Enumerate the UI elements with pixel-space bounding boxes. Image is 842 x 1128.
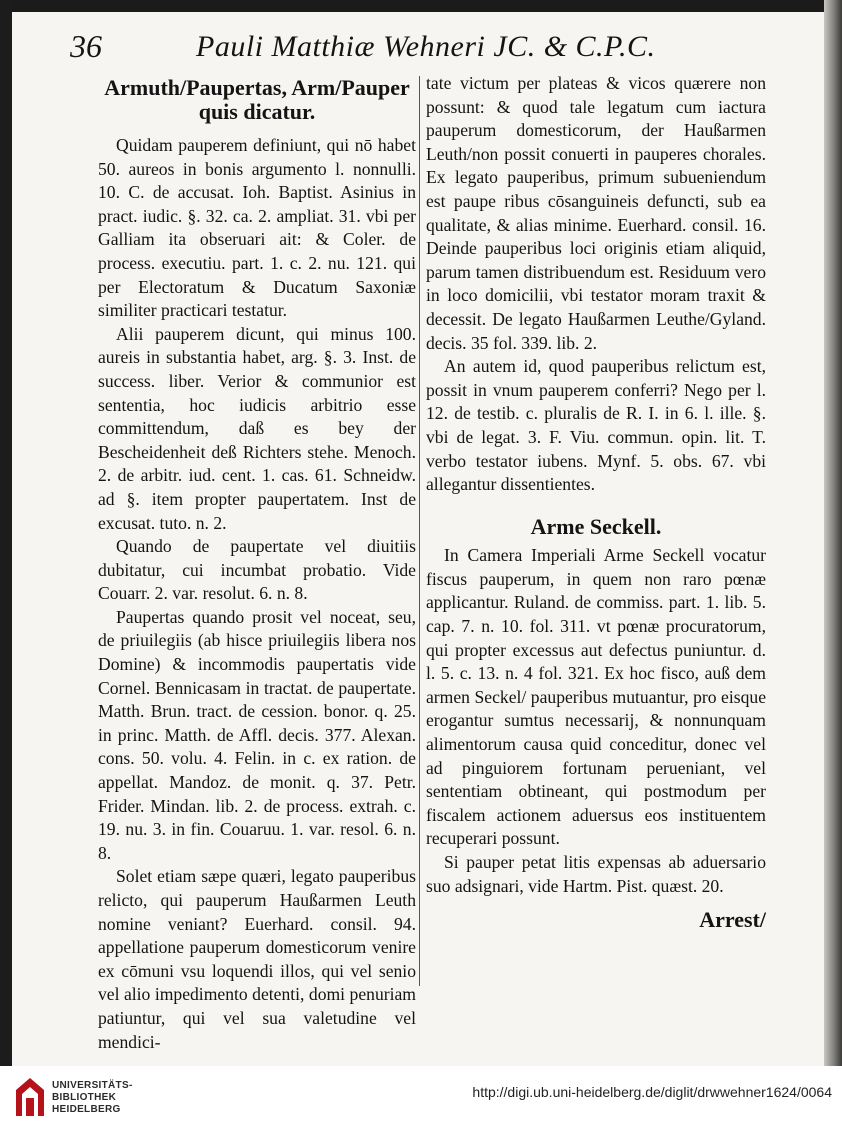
right-column	[426, 72, 766, 932]
library-name-line: HEIDELBERG	[52, 1104, 121, 1115]
library-name-line: UNIVERSITÄTS-	[52, 1080, 133, 1091]
page-number: 36	[70, 28, 102, 64]
page-header	[60, 22, 800, 68]
scan-top-edge	[0, 0, 842, 12]
scan-right-edge	[824, 0, 842, 1066]
catchword: Arrest/	[699, 907, 766, 933]
scan-left-edge	[0, 0, 12, 1066]
library-name-line: BIBLIOTHEK	[52, 1092, 117, 1103]
library-name	[52, 1080, 133, 1116]
university-library-logo-icon	[12, 1076, 48, 1118]
paragraph: Alii pauperem dicunt, qui minus 100. aureis in substantia habet, arg. §. 3. Inst. de success. liber. Verior & communior est sententia, hoc iudicis arbitrio esse committendum, daß es bey der Bescheidenheit deß Richters stehe. Menoch. 2. de arbitr. iud. cent. 1. cas. 61. Schneidw. ad §. item propter paupertatem. Inst de excusat. tuto. n. 2.	[98, 323, 416, 533]
viewer-footer	[0, 1066, 842, 1128]
paragraph: In Camera Imperiali Arme Seckell vocatur fiscus pauperum, in quem non raro pœnæ applicantur. Ruland. de commiss. part. 1. lib. 5. cap. 7. n. 10. fol. 311. vt pœnæ procuratorum, qui propter excessus aut defectus puniuntur. d. l. 5. c. 13. n. 4 fol. 321. Ex hoc fisco, auß dem armen Seckel/ pauperibus mutuantur, pro eisque erogantur sumtus necessarij, & nonnunquam alimentorum causa quid conceditur, donec vel ad pinguiorem fortunam perueniant, vel sententiam obtineant, qui postmodum per fiscalem actionem aduersus eos instituentem recuperari possunt.	[426, 545, 766, 849]
left-column	[98, 72, 416, 1054]
paragraph: Paupertas quando prosit vel noceat, seu, de priuilegiis (ab hisce priuilegiis libera nos Domine) & incommodis paupertatis vide Cornel. Bennicasam in tractat. de paupertate. Matth. Brun. tract. de cession. bonor. q. 25. in princ. Matth. de Affl. decis. 377. Alexan. cons. 50. volu. 4. Felin. in c. ex ration. de appellat. Mandoz. de monit. q. 37. Petr. Frider. Mindan. lib. 2. de process. extrah. c. 19. nu. 3. in fin. Couaruu. 1. var. resol. 6. n. 8.	[98, 606, 416, 863]
paragraph: Quidam pauperem definiunt, qui nō habet 50. aureos in bonis argumento l. nonnulli. 10. C. de accusat. Ioh. Baptist. Asinius in pract. iudic. §. 32. ca. 2. ampliat. 31. vbi per Galliam ita obseruari ait: & Coler. de process. executiu. part. 1. c. 2. nu. 121. qui per Electoratum & Ducatum Saxoniæ similiter practicari testatur.	[98, 135, 416, 321]
section-heading-arme-seckell: Arme Seckell.	[530, 513, 662, 539]
paragraph: tate victum per plateas & vicos quærere non possunt: & quod tale legatum cum iactura pauperum domesticorum, der Haußarmen Leuth/non possit conuerti in pauperes chorales. Ex legato pauperibus, primum subueniendum est paupe ribus cōsanguineis defuncti, sub ea qualitate, & alias minime. Euerhard. consil. 16. Deinde pauperibus loci originis etiam aliquid, parum tamen distribuendum est. Residuum vero in loco domicilii, vbi testator moram traxit & decessit. De legato Haußarmen Leuthe/Gyland. decis. 35 fol. 339. lib. 2.	[426, 73, 766, 353]
paragraph: An autem id, quod pauperibus relictum est, possit in vnum pauperem conferri? Nego per l. 12. de testib. c. pluralis de R. I. in 6. l. ille. §. vbi de legat. 3. F. Viu. commun. opin. lit. T. verbo testator iubens. Mynf. 5. obs. 67. vbi allegantur dissentientes.	[426, 356, 766, 495]
paragraph: Solet etiam sæpe quæri, legato pauperibus relicto, qui pauperum Haußarmen Leuth nomine veniant? Euerhard. consil. 94. appellatione pauperum domesticorum venire ex cōmuni vsu loquendi illos, qui vel senio vel alio impedimento detenti, domi penuriam patiuntur, qui vel sua valetudine vel mendici-	[98, 866, 416, 1052]
section-heading-armuth: Armuth/Paupertas, Arm/Pauper quis dicatur.	[104, 75, 410, 124]
running-head: Pauli Matthiæ Wehneri JC. & C.P.C.	[196, 30, 656, 63]
paragraph: Quando de paupertate vel diuitiis dubitatur, cui incumbat probatio. Vide Couarr. 2. var. resolut. 6. n. 8.	[98, 536, 416, 604]
column-divider	[419, 76, 420, 986]
paragraph: Si pauper petat litis expensas ab aduersario suo adsignari, vide Hartm. Pist. quæst. 20.	[426, 852, 766, 896]
permalink-url[interactable]: http://digi.ub.uni-heidelberg.de/diglit/drwwehner1624/0064	[472, 1084, 832, 1100]
